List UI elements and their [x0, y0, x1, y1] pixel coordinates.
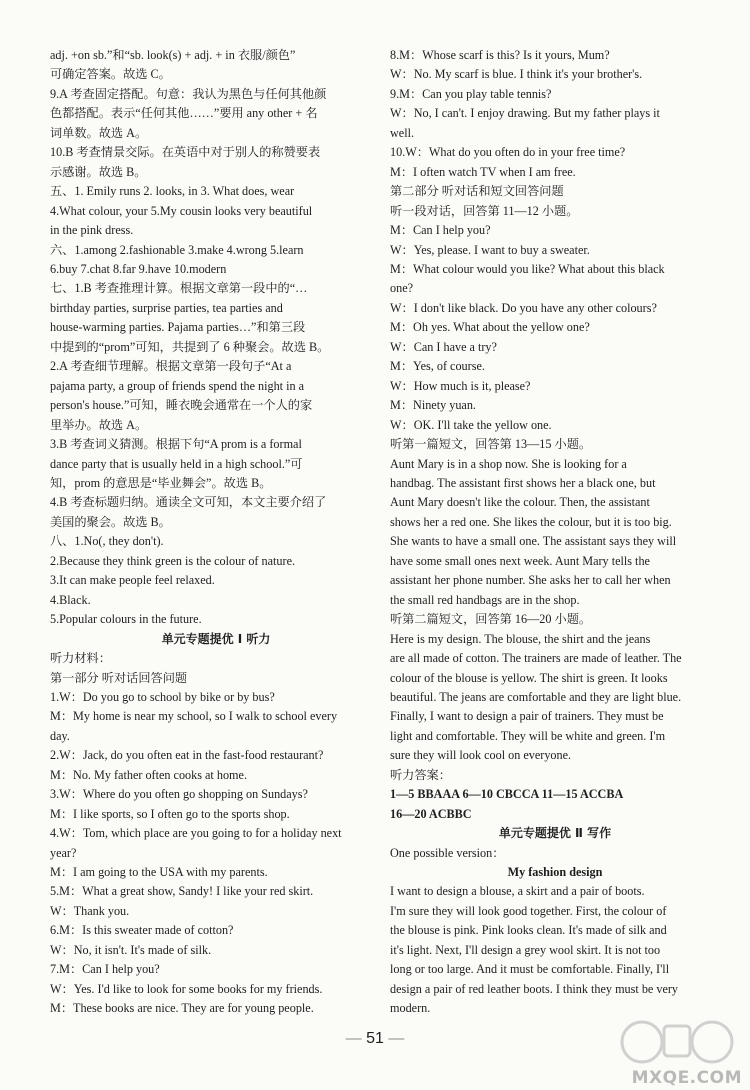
left-line: 可确定答案。故选 C。: [50, 67, 171, 82]
right-line: colour of the blouse is yellow. The shirt is green. It looks: [390, 670, 668, 685]
left-line: 5.Popular colours in the future.: [50, 612, 202, 627]
left-line: 美国的聚会。故选 B。: [50, 514, 171, 529]
left-line: M：These books are nice. They are for young people.: [50, 1001, 314, 1016]
left-line: adj. +on sb.”和“sb. look(s) + adj. + in 衣服/颜色”: [50, 48, 296, 62]
right-line: Here is my design. The blouse, the shirt and the jeans: [390, 631, 651, 646]
left-line: day.: [50, 728, 70, 743]
right-line: design a pair of red leather boots. I think they must be very: [390, 981, 679, 996]
left-line: dance party that is usually held in a high school.”可: [50, 456, 303, 471]
right-line: Finally, I want to design a pair of trainers. They must be: [390, 709, 664, 724]
right-line: W：No. My scarf is blue. I think it's your brother's.: [390, 67, 643, 82]
page-number-dash-right: —: [383, 1030, 405, 1047]
left-line: 八、1.No(, they don't).: [50, 534, 164, 549]
right-line: 10.W：What do you often do in your free time?: [390, 145, 626, 160]
right-line: I'm sure they will look good together. First, the colour of: [390, 903, 667, 918]
right-line: Aunt Mary doesn't like the colour. Then, the assistant: [390, 495, 650, 510]
left-line: 色都搭配。表示“任何其他……”要用 any other + 名: [50, 106, 318, 121]
left-line: 听力材料：: [50, 651, 111, 666]
left-line: 第一部分 听对话回答问题: [50, 670, 188, 685]
right-line: M：Can I help you?: [390, 223, 491, 238]
right-line: 听第一篇短文，回答第 13—15 小题。: [390, 437, 592, 452]
left-line: M：My home is near my school, so I walk to school every: [50, 709, 338, 724]
right-line: shows her a red one. She likes the colour, but it is too big.: [390, 514, 672, 529]
left-line: 7.M：Can I help you?: [50, 962, 160, 977]
right-line: well.: [390, 125, 415, 140]
left-line: 4.What colour, your 5.My cousin looks very beautiful: [50, 203, 313, 218]
watermark-text: MXQE.COM: [631, 1068, 742, 1088]
left-column: [50, 46, 382, 1019]
right-line: handbag. The assistant first shows her a black one, but: [390, 475, 656, 490]
left-line: 3.W：Where do you often go shopping on Sundays?: [50, 787, 308, 802]
left-line: 2.W：Jack, do you often eat in the fast-food restaurant?: [50, 748, 324, 763]
left-line: W：Thank you.: [50, 903, 130, 918]
right-line: the small red handbags are in the shop.: [390, 592, 580, 607]
right-line: have some small ones next week. Aunt Mary tells the: [390, 553, 650, 568]
right-line: Aunt Mary is in a shop now. She is looking for a: [390, 456, 627, 471]
left-line: 6.M：Is this sweater made of cotton?: [50, 923, 234, 938]
right-line: M：I often watch TV when I am free.: [390, 164, 576, 179]
right-line: long or too large. And it must be comfortable. Finally, I'll: [390, 962, 670, 977]
left-line: M：I am going to the USA with my parents.: [50, 865, 268, 880]
right-line: My fashion design: [507, 865, 603, 880]
left-line: 10.B 考查情景交际。在英语中对于别人的称赞要表: [50, 145, 321, 160]
left-line: house-warming parties. Pajama parties…”和第三段: [50, 320, 306, 335]
right-line: One possible version：: [390, 845, 505, 860]
right-line: are all made of cotton. The trainers are made of leather. The: [390, 651, 682, 666]
left-line: M：No. My father often cooks at home.: [50, 767, 247, 782]
right-line: W：OK. I'll take the yellow one.: [390, 417, 552, 432]
left-line: birthday parties, surprise parties, tea parties and: [50, 300, 283, 315]
right-line: light and comfortable. They will be white and green. I'm: [390, 728, 666, 743]
left-line: 五、1. Emily runs 2. looks, in 3. What does, wear: [50, 184, 295, 199]
right-line: 1—5 BBAAA 6—10 CBCCA 11—15 ACCBA: [390, 787, 624, 802]
right-line: 听第二篇短文，回答第 16—20 小题。: [390, 612, 592, 627]
right-line: M：What colour would you like? What about this black: [390, 261, 665, 276]
left-line: 9.A 考查固定搭配。句意：我认为黑色与任何其他颜: [50, 86, 327, 101]
left-line: 6.buy 7.chat 8.far 9.have 10.modern: [50, 261, 227, 276]
left-line: M：I like sports, so I often go to the sports shop.: [50, 806, 290, 821]
left-line: in the pink dress.: [50, 223, 134, 238]
right-line: I want to design a blouse, a skirt and a pair of boots.: [390, 884, 645, 899]
right-line: 听一段对话，回答第 11—12 小题。: [390, 203, 579, 218]
left-line: 单元专题提优 Ⅰ 听力: [161, 631, 271, 646]
right-line: M：Oh yes. What about the yellow one?: [390, 320, 590, 335]
left-line: 2.Because they think green is the colour of nature.: [50, 553, 296, 568]
left-line: 4.Black.: [50, 592, 91, 607]
left-line: 1.W：Do you go to school by bike or by bus?: [50, 689, 275, 704]
right-line: 第二部分 听对话和短文回答问题: [390, 184, 564, 199]
left-line: pajama party, a group of friends spend the night in a: [50, 378, 305, 393]
right-line: 听力答案：: [390, 767, 451, 782]
left-line: 5.M：What a great show, Sandy! I like your red skirt.: [50, 884, 314, 899]
right-line: one?: [390, 281, 414, 296]
left-line: 知，prom 的意思是“毕业舞会”。故选 B。: [50, 475, 272, 490]
right-line: the blouse is pink. Pink looks clean. It's made of silk and: [390, 923, 667, 938]
right-line: W：How much is it, please?: [390, 378, 531, 393]
page-number-value: 51: [366, 1030, 384, 1047]
left-line: W：No, it isn't. It's made of silk.: [50, 942, 212, 957]
right-line: assistant her phone number. She asks her to call her when: [390, 573, 671, 588]
right-column: [390, 46, 720, 1019]
left-line: 词单数。故选 A。: [50, 125, 148, 140]
right-line: W：Can I have a try?: [390, 339, 497, 354]
left-line: 3.It can make people feel relaxed.: [50, 573, 215, 588]
right-line: W：Yes, please. I want to buy a sweater.: [390, 242, 590, 257]
left-line: 七、1.B 考查推理计算。根据文章第一段中的“…: [50, 281, 308, 296]
left-line: 中提到的“prom”可知，共提到了 6 种聚会。故选 B。: [50, 339, 330, 354]
right-line: sure they will look cool on everyone.: [390, 748, 572, 763]
right-line: 16—20 ACBBC: [390, 806, 472, 821]
left-line: 示感谢。故选 B。: [50, 164, 147, 179]
left-line: 4.W：Tom, which place are you going to for a holiday next: [50, 826, 342, 841]
right-line: W：I don't like black. Do you have any other colours?: [390, 300, 657, 315]
left-line: 2.A 考查细节理解。根据文章第一段句子“At a: [50, 359, 292, 374]
right-line: She wants to have a small one. The assistant says they will: [390, 534, 677, 549]
right-line: it's light. Next, I'll design a grey wool skirt. It is not too: [390, 942, 661, 957]
left-line: 六、1.among 2.fashionable 3.make 4.wrong 5.learn: [50, 242, 304, 257]
right-line: beautiful. The jeans are comfortable and they are light blue.: [390, 689, 682, 704]
page-number-dash-left: —: [345, 1030, 367, 1047]
left-line: 4.B 考查标题归纳。通读全文可知，本文主要介绍了: [50, 495, 327, 510]
right-line: M：Ninety yuan.: [390, 398, 476, 413]
right-line: M：Yes, of course.: [390, 359, 485, 374]
left-line: 3.B 考查词义猜测。根据下句“A prom is a formal: [50, 437, 302, 452]
right-line: W：No, I can't. I enjoy drawing. But my father plays it: [390, 106, 660, 121]
right-line: 8.M：Whose scarf is this? Is it yours, Mum?: [390, 48, 610, 62]
right-line: modern.: [390, 1001, 431, 1016]
left-line: W：Yes. I'd like to look for some books for my friends.: [50, 981, 323, 996]
left-line: person's house.”可知，睡衣晚会通常在一个人的家: [50, 398, 313, 413]
right-line: 9.M：Can you play table tennis?: [390, 86, 552, 101]
right-line: 单元专题提优 Ⅱ 写作: [498, 826, 612, 841]
left-line: 里举办。故选 A。: [50, 417, 148, 432]
left-line: year?: [50, 845, 77, 860]
